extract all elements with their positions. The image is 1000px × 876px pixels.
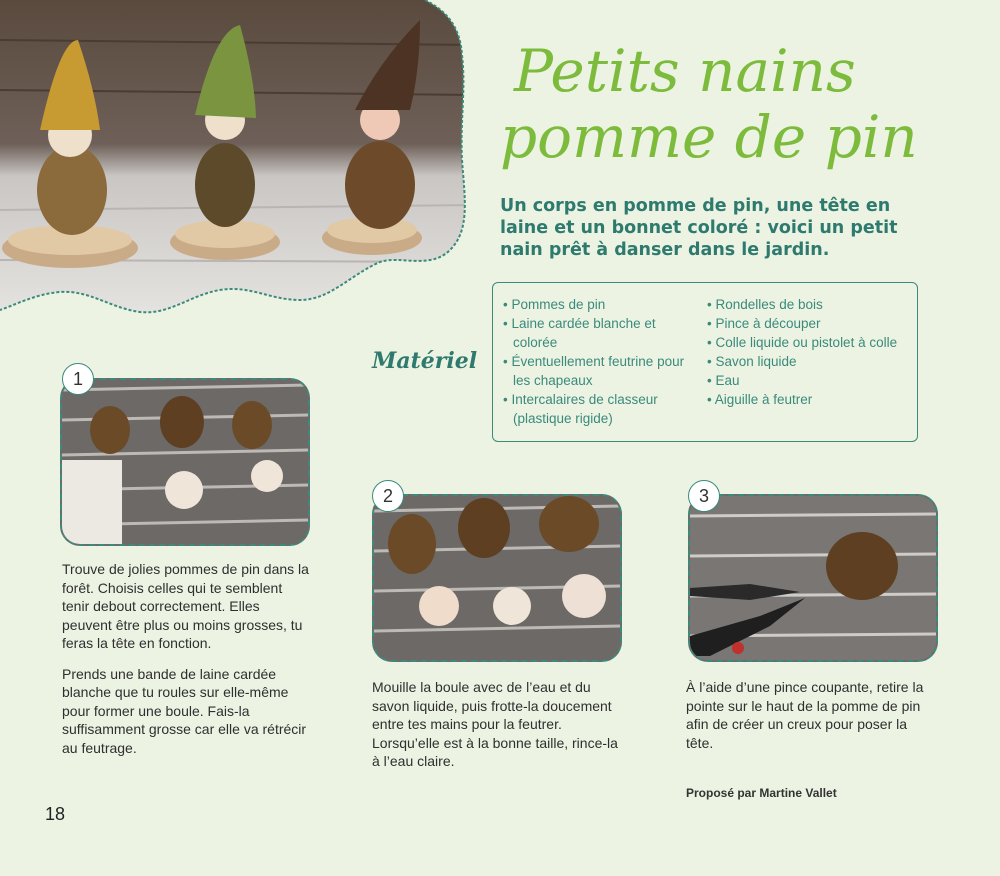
- material-item: • Pince à découper: [707, 314, 907, 333]
- step-3-photo: [688, 494, 938, 662]
- step-3-paragraph-1: À l’aide d’une pince coupante, retire la pointe sur le haut de la pomme de pin afin de créer un creux pour poser la tête.: [686, 679, 924, 751]
- intro-text: Un corps en pomme de pin, une tête en laine et un bonnet coloré : voici un petit nain prêt à danser dans le jardin.: [500, 196, 898, 260]
- step-1-number: 1: [62, 363, 94, 395]
- hero-gnomes-photo: [0, 0, 480, 320]
- material-item: • Eau: [707, 371, 907, 390]
- step-2-text: [372, 678, 622, 783]
- step-1-paragraph-2: Prends une bande de laine cardée blanche que tu roules sur elle-même pour former une boule. Fais-la suffisamment grosse car elle va rétrécir au feutrage.: [62, 665, 307, 756]
- step-1-photo: [60, 378, 310, 546]
- page-title: [500, 38, 970, 170]
- materials-list-a: [503, 295, 693, 428]
- title-line-1: Petits nains: [514, 37, 856, 105]
- material-item: • Rondelles de bois: [707, 295, 907, 314]
- material-item: • Laine cardée blanche et colorée: [503, 314, 693, 352]
- step-2-photo: [372, 494, 622, 662]
- materials-label: Matériel: [372, 348, 478, 374]
- materials-box: [492, 282, 918, 442]
- step-3-text: [686, 678, 936, 764]
- title-line-2: pomme de pin: [500, 103, 918, 171]
- page-number: 18: [45, 804, 66, 824]
- step-1-text: [62, 560, 312, 769]
- material-item: • Éventuellement feutrine pour les chapeaux: [503, 352, 693, 390]
- step-2-number: 2: [372, 480, 404, 512]
- step-3-number: 3: [688, 480, 720, 512]
- material-item: • Aiguille à feutrer: [707, 390, 907, 409]
- author-credit: Proposé par Martine Vallet: [686, 786, 837, 800]
- material-item: • Intercalaires de classeur (plastique rigide): [503, 390, 693, 428]
- step-2-paragraph-1: Mouille la boule avec de l’eau et du savon liquide, puis frotte-la doucement entre tes mains pour la feutrer. Lorsqu’elle est à la bonne taille, rince-la à l’eau claire.: [372, 679, 618, 769]
- material-item: • Pommes de pin: [503, 295, 693, 314]
- material-item: • Colle liquide ou pistolet à colle: [707, 333, 907, 352]
- step-1-paragraph-1: Trouve de jolies pommes de pin dans la forêt. Choisis celles qui te semblent tenir debout correctement. Elles peuvent être plus ou moins grosses, tu feras la tête en fonction.: [62, 561, 309, 651]
- material-item: • Savon liquide: [707, 352, 907, 371]
- materials-list-b: [707, 295, 907, 409]
